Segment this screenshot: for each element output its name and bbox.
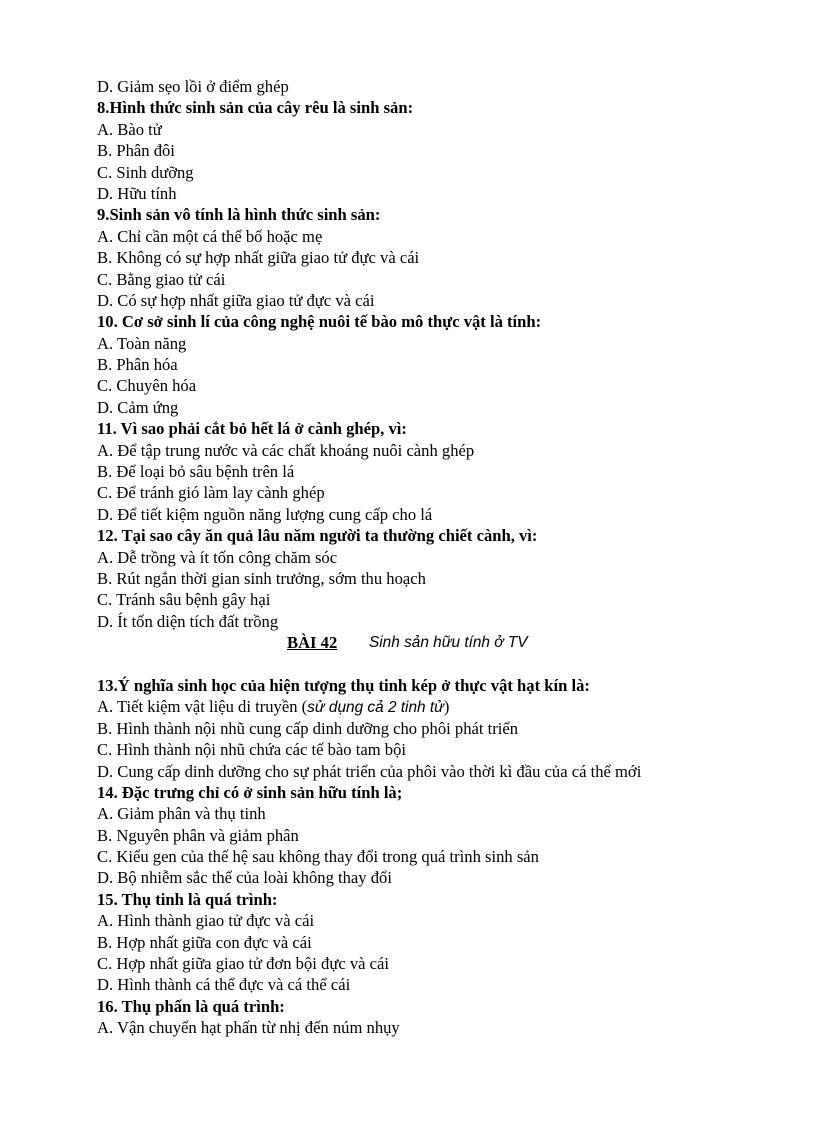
answer-note: sử dụng cả 2 tinh tử <box>307 699 444 717</box>
answer-option: D. Giảm sẹo lồi ở điểm ghép <box>97 77 289 96</box>
question-10: 10. Cơ sở sinh lí của công nghệ nuôi tế bào mô thực vật là tính: <box>97 312 542 332</box>
question-13: 13.Ý nghĩa sinh học của hiện tượng thụ tinh kép ở thực vật hạt kín là: <box>97 675 590 695</box>
question-9: 9.Sinh sản vô tính là hình thức sinh sản: <box>97 205 381 225</box>
answer-option: D. Hữu tính <box>97 183 177 203</box>
answer-option: C. Kiểu gen của thế hệ sau không thay đổi trong quá trình sinh sản <box>97 847 539 867</box>
answer-option: D. Cảm ứng <box>97 397 179 417</box>
answer-option: B. Nguyên phân và giảm phân <box>97 825 299 845</box>
answer-option: C. Chuyên hóa <box>97 376 197 396</box>
question-12: 12. Tại sao cây ăn quả lâu năm người ta thường chiết cành, vì: <box>97 526 538 546</box>
answer-option: A. Toàn năng <box>97 333 187 353</box>
answer-option: D. Cung cấp dinh dưỡng cho sự phát triển của phôi vào thời kì đầu của cá thể mới <box>97 761 642 781</box>
question-16: 16. Thụ phấn là quá trình: <box>97 996 285 1016</box>
answer-option: D. Để tiết kiệm nguồn năng lượng cung cấp cho lá <box>97 504 433 524</box>
answer-option: A. Giảm phân và thụ tinh <box>97 804 266 824</box>
answer-option: B. Rút ngắn thời gian sinh trưởng, sớm thu hoạch <box>97 568 426 588</box>
answer-option: B. Phân hóa <box>97 355 178 375</box>
lesson-title: Sinh sản hữu tính ở TV <box>369 634 528 652</box>
answer-option: C. Để tránh gió làm lay cành ghép <box>97 483 325 503</box>
answer-option: A. Để tập trung nước và các chất khoáng nuôi cành ghép <box>97 440 475 460</box>
answer-option: C. Tránh sâu bệnh gây hại <box>97 590 271 610</box>
answer-text-close: ) <box>443 697 450 717</box>
answer-option: C. Hợp nhất giữa giao tử đơn bội đực và cái <box>97 954 389 974</box>
lesson-heading <box>97 632 797 653</box>
answer-option: C. Hình thành nội nhũ chứa các tế bào tam bội <box>97 740 406 760</box>
lesson-number: BÀI 42 <box>287 633 338 653</box>
answer-option: D. Hình thành cá thể đực và cá thể cái <box>97 975 351 995</box>
answer-text: A. Tiết kiệm vật liệu di truyền ( <box>97 697 308 717</box>
question-11: 11. Vì sao phải cắt bỏ hết lá ở cành ghép, vì: <box>97 419 407 439</box>
answer-option: B. Hình thành nội nhũ cung cấp dinh dưỡng cho phôi phát triển <box>97 718 519 738</box>
question-14: 14. Đặc trưng chỉ có ở sinh sản hữu tính là; <box>97 782 403 802</box>
answer-option: D. Ít tốn diện tích đất trồng <box>97 611 279 631</box>
answer-option: A. Bào tử <box>97 119 162 139</box>
document-content <box>97 76 797 1039</box>
answer-option: B. Để loại bỏ sâu bệnh trên lá <box>97 462 295 482</box>
answer-option: A. Dễ trồng và ít tốn công chăm sóc <box>97 547 338 567</box>
answer-option: C. Bằng giao tử cái <box>97 269 226 289</box>
spacer <box>97 654 797 675</box>
answer-option: B. Phân đôi <box>97 141 175 161</box>
answer-option: C. Sinh dưỡng <box>97 162 194 182</box>
answer-option: D. Có sự hợp nhất giữa giao tử đực và cái <box>97 290 375 310</box>
answer-option: A. Hình thành giao tử đực và cái <box>97 911 315 931</box>
answer-option: B. Hợp nhất giữa con đực và cái <box>97 932 312 952</box>
question-8: 8.Hình thức sinh sản của cây rêu là sinh sản: <box>97 98 414 118</box>
question-15: 15. Thụ tinh là quá trình: <box>97 889 278 909</box>
answer-option: D. Bộ nhiễm sắc thể của loài không thay đổi <box>97 868 392 888</box>
answer-option: A. Chỉ cần một cá thể bố hoặc mẹ <box>97 226 323 246</box>
answer-option <box>97 696 797 717</box>
answer-option: A. Vận chuyển hạt phấn từ nhị đến núm nhụy <box>97 1018 400 1038</box>
answer-option: B. Không có sự hợp nhất giữa giao tử đực và cái <box>97 248 420 268</box>
